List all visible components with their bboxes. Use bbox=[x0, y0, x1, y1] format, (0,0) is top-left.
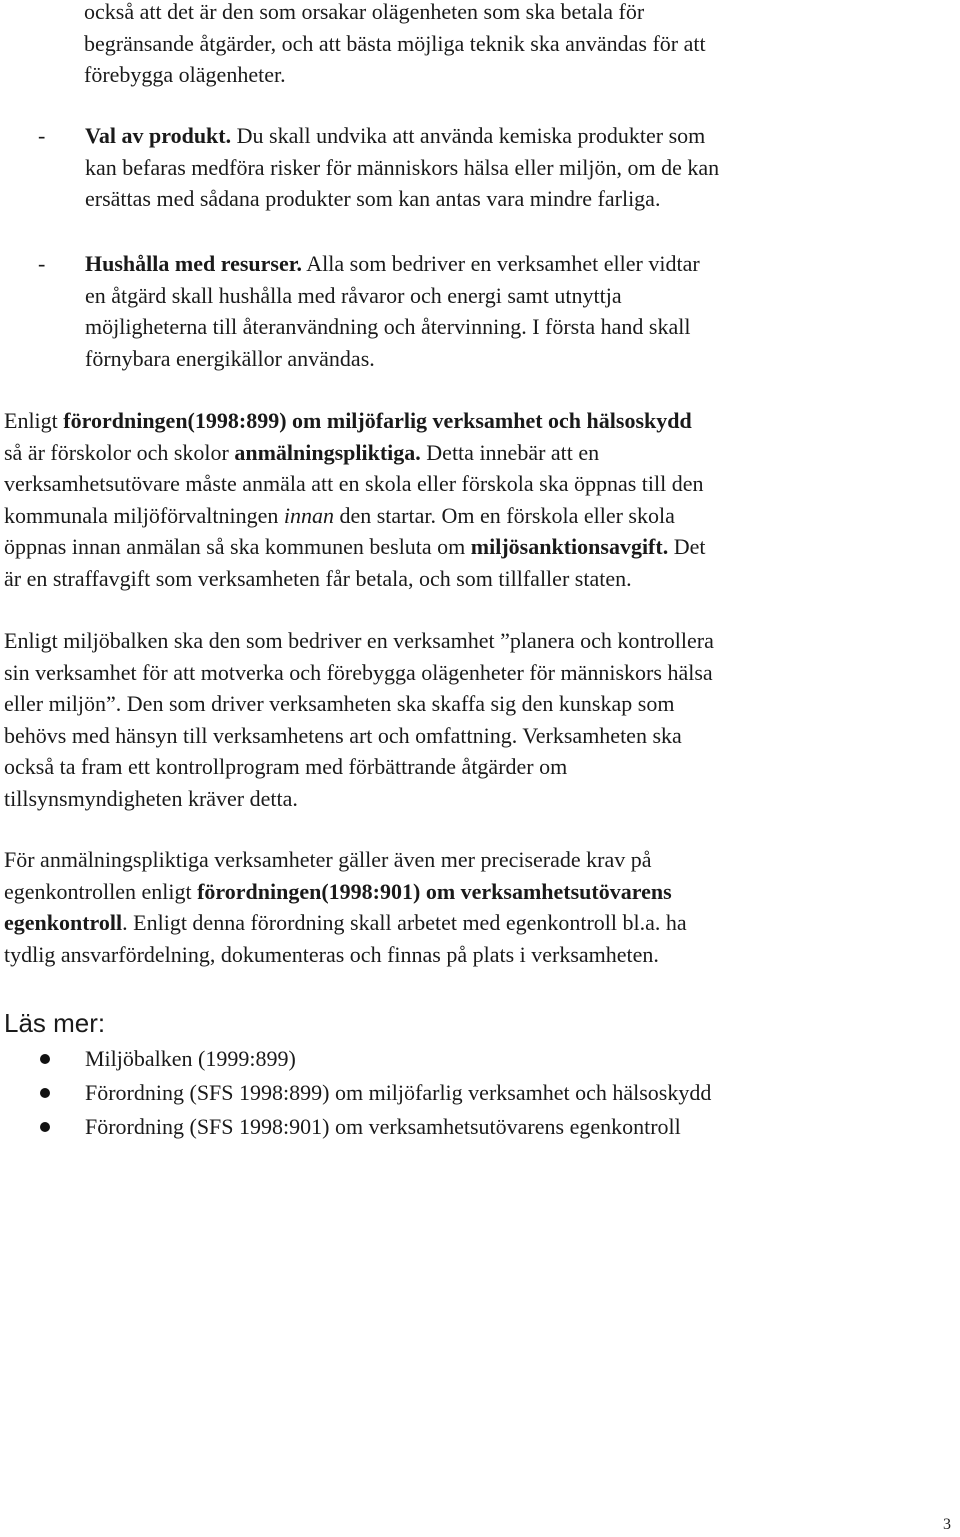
paragraph-line: förebygga olägenheter. bbox=[84, 62, 286, 87]
dash-marker: - bbox=[38, 251, 46, 276]
text-run: Det bbox=[668, 534, 706, 559]
continuation-paragraph bbox=[84, 0, 944, 91]
page-number: 3 bbox=[943, 1516, 951, 1533]
bullet-icon bbox=[40, 1054, 50, 1064]
dash-item-body bbox=[85, 120, 945, 215]
dash-item-title: Hushålla med resurser. bbox=[85, 251, 302, 276]
list-item bbox=[0, 1110, 940, 1144]
text-run: den startar. Om en förskola eller skola bbox=[333, 502, 675, 528]
list-item bbox=[0, 1042, 940, 1076]
text-run: så är förskolor och skolor bbox=[4, 439, 235, 465]
emphasis-term: miljösanktionsavgift. bbox=[470, 534, 669, 559]
law-reference: förordningen(1998:901) om verksamhetsutövarens bbox=[197, 878, 672, 904]
paragraph-line: verksamhetsutövare måste anmäla att en skola eller förskola ska öppnas till den bbox=[4, 471, 704, 496]
paragraph-egenkontroll bbox=[4, 844, 954, 970]
read-more-heading: Läs mer: bbox=[4, 1008, 106, 1038]
paragraph-anmalningsplikt bbox=[4, 405, 954, 594]
bullet-icon bbox=[40, 1122, 50, 1132]
text-run: Enligt bbox=[4, 408, 64, 433]
paragraph-line: eller miljön”. Den som driver verksamheten ska skaffa sig den kunskap som bbox=[4, 691, 675, 716]
dash-item-text: Alla som bedriver en verksamhet eller vidtar bbox=[301, 251, 700, 276]
paragraph-miljobalken bbox=[4, 625, 954, 814]
paragraph-line: tillsynsmyndigheten kräver detta. bbox=[4, 785, 298, 811]
dash-item-body bbox=[85, 248, 945, 374]
text-run: egenkontrollen enligt bbox=[4, 878, 198, 904]
dash-item-text: Du skall undvika att använda kemiska produkter som bbox=[231, 123, 706, 148]
list-item bbox=[0, 1076, 940, 1110]
text-run: kommunala miljöförvaltningen bbox=[4, 502, 284, 528]
text-run: . Enligt denna förordning skall arbetet med egenkontroll bl.a. ha bbox=[122, 910, 687, 935]
paragraph-line: är en straffavgift som verksamheten får betala, och som tillfaller staten. bbox=[4, 565, 632, 591]
paragraph-line: sin verksamhet för att motverka och förebygga olägenheter för människors hälsa bbox=[4, 659, 713, 685]
emphasis-term: anmälningspliktiga. bbox=[234, 439, 421, 465]
paragraph-line: För anmälningspliktiga verksamheter gäller även mer preciserade krav på bbox=[4, 847, 652, 872]
list-item-text: Förordning (SFS 1998:899) om miljöfarlig verksamhet och hälsoskydd bbox=[85, 1080, 712, 1105]
paragraph-line: också ta fram ett kontrollprogram med förbättrande åtgärder om bbox=[4, 754, 568, 779]
paragraph-line: begränsande åtgärder, och att bästa möjliga teknik ska användas för att bbox=[84, 30, 706, 56]
read-more-list bbox=[0, 1042, 940, 1144]
dash-item-line: kan befaras medföra risker för människors hälsa eller miljön, om de kan bbox=[85, 154, 720, 180]
dash-item-line: förnybara energikällor användas. bbox=[85, 345, 375, 371]
text-run: öppnas innan anmälan så ska kommunen besluta om bbox=[4, 534, 471, 559]
dash-item-line: möjligheterna till återanvändning och återvinning. I första hand skall bbox=[85, 314, 691, 339]
bullet-icon bbox=[40, 1088, 50, 1098]
dash-item-title: Val av produkt. bbox=[85, 123, 232, 148]
paragraph-line: behövs med hänsyn till verksamhetens art och omfattning. Verksamheten ska bbox=[4, 722, 682, 748]
list-item-text: Förordning (SFS 1998:901) om verksamhetsutövarens egenkontroll bbox=[85, 1114, 681, 1139]
law-reference: egenkontroll bbox=[4, 910, 123, 935]
dash-marker: - bbox=[38, 123, 46, 148]
list-item-text: Miljöbalken (1999:899) bbox=[85, 1046, 296, 1071]
paragraph-line: tydlig ansvarfördelning, dokumenteras och finnas på plats i verksamheten. bbox=[4, 941, 659, 967]
dash-item-line: ersättas med sådana produkter som kan antas vara mindre farliga. bbox=[85, 186, 661, 211]
paragraph-line: Enligt miljöbalken ska den som bedriver en verksamhet ”planera och kontrollera bbox=[4, 628, 714, 653]
law-reference: förordningen(1998:899) om miljöfarlig verksamhet och hälsoskydd bbox=[63, 408, 692, 433]
italic-term: innan bbox=[283, 502, 334, 528]
text-run: Detta innebär att en bbox=[420, 439, 600, 465]
dash-item-line: en åtgärd skall hushålla med råvaror och energi samt utnyttja bbox=[85, 282, 622, 308]
paragraph-line: också att det är den som orsakar olägenheten som ska betala för bbox=[84, 0, 645, 24]
